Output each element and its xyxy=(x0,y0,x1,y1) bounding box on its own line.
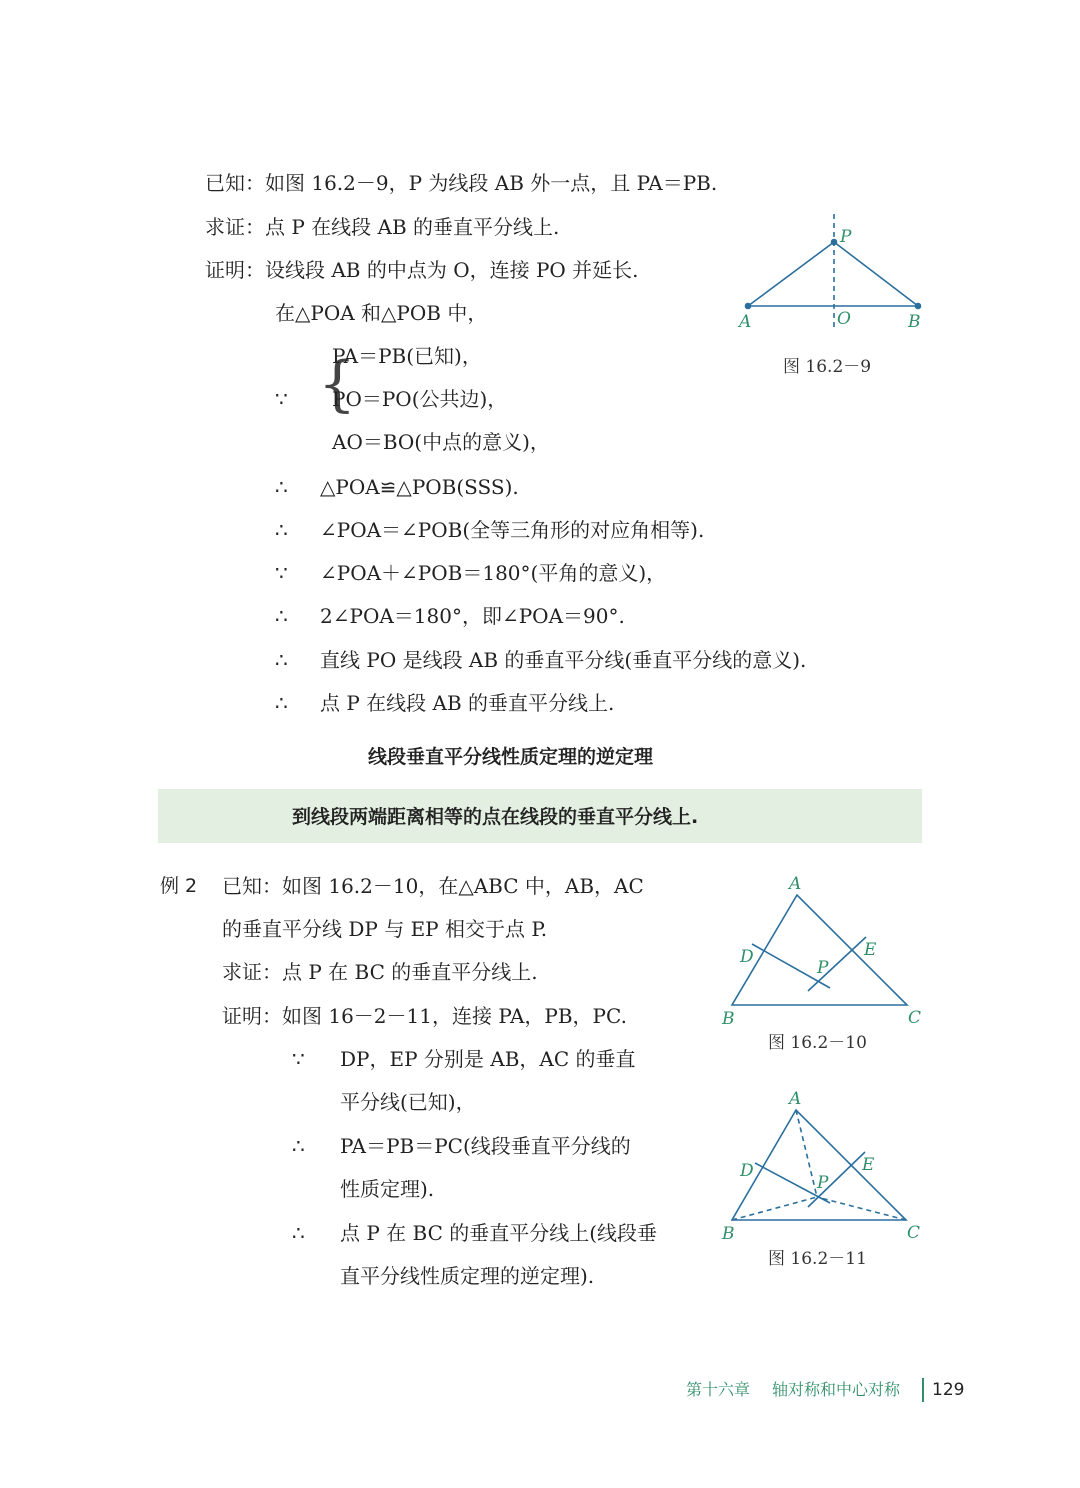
proof-line: 点 P 在线段 AB 的垂直平分线上. xyxy=(320,691,615,715)
because-symbol: ∵ xyxy=(292,1047,305,1071)
label-P: P xyxy=(817,958,829,978)
label-D: D xyxy=(740,947,754,967)
example-line: 已知：如图 16.2－10，在△ABC 中，AB，AC xyxy=(222,874,644,898)
example-line: 直平分线性质定理的逆定理). xyxy=(340,1264,595,1288)
because-symbol: ∵ xyxy=(275,561,288,585)
example-line: 证明：如图 16－2－11，连接 PA，PB，PC. xyxy=(222,1004,627,1028)
therefore-symbol: ∴ xyxy=(275,518,288,542)
proof-line: 2∠POA＝180°，即∠POA＝90°. xyxy=(320,604,625,628)
therefore-symbol: ∴ xyxy=(275,604,288,628)
footer-chapter: 第十六章 xyxy=(686,1380,751,1399)
figure-caption: 图 16.2－9 xyxy=(783,357,872,377)
proof-line: ∠POA＝∠POB(全等三角形的对应角相等). xyxy=(320,518,705,542)
figure-16-2-9 xyxy=(746,214,921,330)
figure-16-2-11 xyxy=(732,1110,906,1220)
label-D: D xyxy=(740,1161,754,1181)
figure-16-2-10 xyxy=(732,895,907,1005)
label-B: B xyxy=(722,1009,735,1029)
figure-caption: 图 16.2－11 xyxy=(768,1249,867,1269)
example-line: 的垂直平分线 DP 与 EP 相交于点 P. xyxy=(222,917,548,941)
label-A: A xyxy=(789,1089,802,1109)
label-A: A xyxy=(789,874,802,894)
label-P: P xyxy=(817,1173,829,1193)
page-number: 129 xyxy=(932,1380,965,1400)
example-line: 点 P 在 BC 的垂直平分线上(线段垂 xyxy=(340,1221,658,1245)
theorem-title: 线段垂直平分线性质定理的逆定理 xyxy=(368,746,654,768)
proof-line: 直线 PO 是线段 AB 的垂直平分线(垂直平分线的意义). xyxy=(320,648,807,672)
to-prove: 求证：点 P 在线段 AB 的垂直平分线上. xyxy=(205,215,560,239)
example-line: DP，EP 分别是 AB，AC 的垂直 xyxy=(340,1047,636,1071)
therefore-symbol: ∴ xyxy=(275,691,288,715)
therefore-symbol: ∴ xyxy=(275,648,288,672)
proof-line: PO＝PO(公共边)， xyxy=(332,387,508,411)
therefore-symbol: ∴ xyxy=(275,475,288,499)
label-E: E xyxy=(862,1155,875,1175)
proof-start: 证明：设线段 AB 的中点为 O，连接 PO 并延长. xyxy=(205,258,639,282)
example-label: 例 2 xyxy=(160,875,198,897)
proof-line: 在△POA 和△POB 中， xyxy=(275,301,488,325)
theorem-statement: 到线段两端距离相等的点在线段的垂直平分线上. xyxy=(292,806,699,828)
label-C: C xyxy=(908,1008,922,1028)
example-line: 平分线(已知)， xyxy=(340,1090,476,1114)
example-line: PA＝PB＝PC(线段垂直平分线的 xyxy=(340,1134,631,1158)
because-symbol: ∵ xyxy=(275,387,288,411)
label-P: P xyxy=(840,227,852,247)
footer-divider xyxy=(922,1378,924,1402)
label-A: A xyxy=(739,312,752,332)
example-line: 求证：点 P 在 BC 的垂直平分线上. xyxy=(222,960,538,984)
label-B: B xyxy=(722,1224,735,1244)
proof-line: PA＝PB(已知)， xyxy=(332,344,482,368)
brace: { xyxy=(318,349,357,419)
label-C: C xyxy=(907,1223,921,1243)
label-O: O xyxy=(837,309,851,329)
label-B: B xyxy=(908,312,921,332)
label-E: E xyxy=(864,940,877,960)
proof-line: AO＝BO(中点的意义)， xyxy=(332,430,550,454)
proof-line: △POA≌△POB(SSS). xyxy=(320,475,519,499)
figure-caption: 图 16.2－10 xyxy=(768,1033,867,1053)
footer-title: 轴对称和中心对称 xyxy=(772,1380,901,1399)
therefore-symbol: ∴ xyxy=(292,1221,305,1245)
given: 已知：如图 16.2－9，P 为线段 AB 外一点，且 PA＝PB. xyxy=(205,171,718,195)
therefore-symbol: ∴ xyxy=(292,1134,305,1158)
example-line: 性质定理). xyxy=(340,1177,435,1201)
proof-line: ∠POA＋∠POB＝180°(平角的意义)， xyxy=(320,561,667,585)
